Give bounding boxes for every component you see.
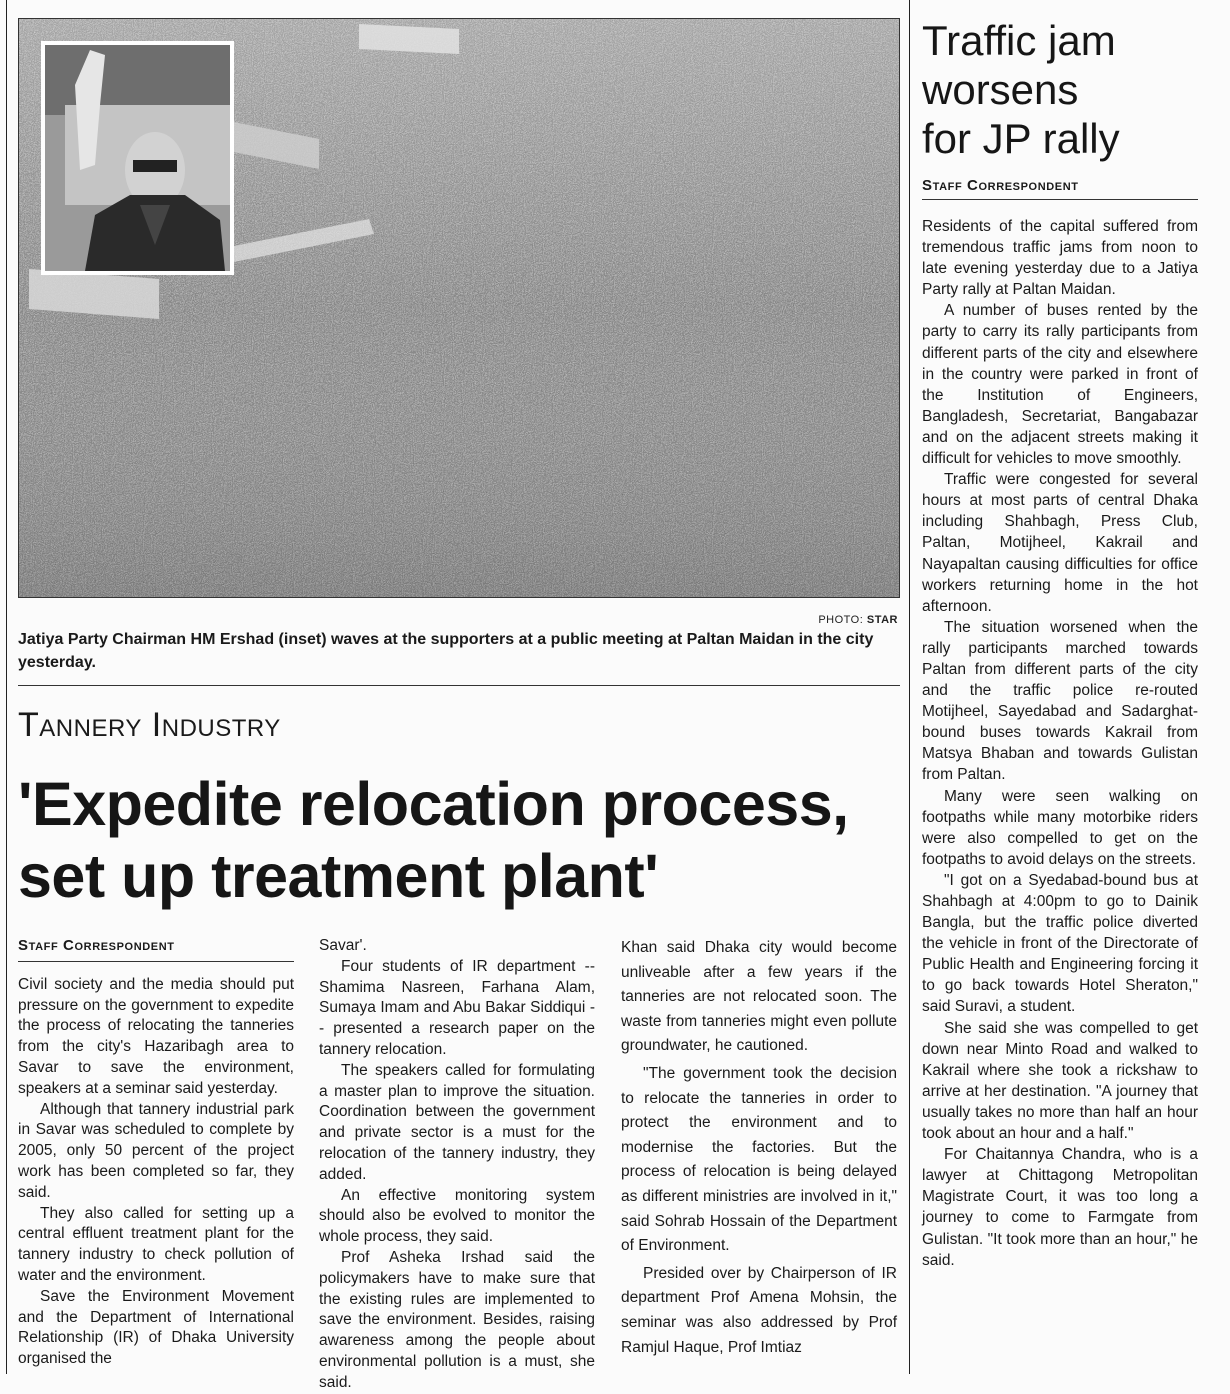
paragraph: Save the Environment Movement and the Department of International Relationship (IR) of Dhaka University organised the bbox=[18, 1287, 294, 1368]
main-story-column-3 bbox=[621, 936, 897, 1374]
main-headline-line1: 'Expedite relocation process, bbox=[18, 770, 849, 838]
paragraph: Savar'. bbox=[319, 937, 367, 954]
photo-credit bbox=[760, 614, 898, 626]
column-divider-rule bbox=[909, 0, 910, 1374]
story-kicker: Tannery Industry bbox=[18, 706, 281, 744]
paragraph: "I got on a Syedabad-bound bus at Shahbagh at 4:00pm to go to Dainik Bangla, but the traffic police diverted the vehicle in front of the Directorate of Public Health and Engineering forcing it to go back towards Hotel Sheraton," said Suravi, a student. bbox=[922, 871, 1198, 1016]
paragraph: "The government took the decision to relocate the tanneries in order to protect the environment and to modernise the factories. But the process of relocation is being delayed as different ministries are involved in it," said Sohrab Hossain of the Department of Environment. bbox=[621, 1064, 897, 1255]
main-story-column-2 bbox=[319, 936, 595, 1391]
paragraph: Civil society and the media should put pressure on the government to expedite the process of relocating the tanneries from the city's Hazaribagh area to Savar to save the environment, speakers at a seminar said yesterday. bbox=[18, 975, 294, 1097]
side-story-column bbox=[922, 216, 1198, 1374]
rally-crowd-photo bbox=[18, 18, 900, 598]
side-headline-line1: Traffic jam bbox=[922, 17, 1116, 64]
paragraph: They also called for setting up a central effluent treatment plant for the tannery industry to check pollution of water and the environment. bbox=[18, 1204, 294, 1284]
paragraph: Although that tannery industrial park in Savar was scheduled to complete by 2005, only 50 percent of the project work has been completed so far, they said. bbox=[18, 1100, 294, 1201]
photo-caption: Jatiya Party Chairman HM Ershad (inset) waves at the supporters at a public meeting at Paltan Maidan in the city yesterday. bbox=[18, 631, 874, 671]
paragraph: She said she was compelled to get down near Minto Road and walked to Kakrail where she took a rickshaw to arrive at her destination. "A journey that usually takes no more than half an hour took about an hour and a half." bbox=[922, 1019, 1198, 1143]
section-divider bbox=[18, 685, 900, 686]
main-headline-line2: set up treatment plant' bbox=[18, 842, 659, 910]
left-edge-rule bbox=[6, 0, 7, 1374]
main-story-column-1 bbox=[18, 936, 294, 1374]
main-story-byline: Staff Correspondent bbox=[18, 936, 294, 962]
paragraph: Prof Asheka Irshad said the policymakers have to make sure that the existing rules are implemented to save the environment. Besides, raising awareness among the people about environmental pollution is a must, she said. bbox=[319, 1248, 595, 1391]
side-story-byline: Staff Correspondent bbox=[922, 177, 1198, 200]
paragraph: Presided over by Chairperson of IR department Prof Amena Mohsin, the seminar was also addressed by Prof Ramjul Haque, Prof Imtiaz bbox=[621, 1264, 897, 1356]
paragraph: Residents of the capital suffered from tremendous traffic jams from noon to late evening yesterday due to a Jatiya Party rally at Paltan Maidan. bbox=[922, 218, 1198, 299]
paragraph: A number of buses rented by the party to carry its rally participants from different parts of the city and elsewhere in the country were parked in front of the Institution of Engineers, Bangladesh, Secretariat, Bangabazar and on the adjacent streets making it difficult for vehicles to move smoothly. bbox=[922, 302, 1198, 468]
inset-portrait-image bbox=[45, 45, 230, 271]
photo-credit-label: PHOTO: bbox=[818, 614, 864, 626]
paragraph: The speakers called for formulating a master plan to improve the situation. Coordination between the government and private sector is a must for the relocation of the tannery industry, they added. bbox=[319, 1061, 595, 1183]
paragraph: The situation worsened when the rally participants marched towards Paltan from different parts of the city and the traffic police re-routed Motijheel, Sayedabad and Sadarghat-bound buses towards Kakrail from Matsya Bhaban and towards Gulistan from Paltan. bbox=[922, 618, 1198, 784]
ershad-inset-photo bbox=[41, 41, 234, 275]
paragraph: Traffic were congested for several hours at most parts of central Dhaka including Shahbagh, Press Club, Paltan, Motijheel, Kakrail and Nayapaltan causing difficulties for office workers returning home in the hot afternoon. bbox=[922, 471, 1198, 615]
side-headline-line2: worsens bbox=[922, 66, 1079, 113]
photo-credit-source: STAR bbox=[866, 614, 898, 626]
stage-roof bbox=[359, 24, 459, 54]
side-headline bbox=[922, 16, 1212, 163]
side-headline-line3: for JP rally bbox=[922, 115, 1120, 162]
main-headline bbox=[18, 768, 908, 912]
paragraph: For Chaitannya Chandra, who is a lawyer at Chittagong Metropolitan Magistrate Court, it was too long a journey to come to Farmgate from Gulistan. "It took more than an hour," he said. bbox=[922, 1146, 1198, 1269]
paragraph: An effective monitoring system should also be evolved to monitor the whole process, they said. bbox=[319, 1186, 595, 1246]
paragraph: Khan said Dhaka city would become unliveable after a few years if the tanneries are not relocated soon. The waste from tanneries might even pollute groundwater, he cautioned. bbox=[621, 939, 897, 1055]
paragraph: Many were seen walking on footpaths while many motorbike riders were also compelled to get on the footpaths to avoid delays on the streets. bbox=[922, 787, 1198, 868]
paragraph: Four students of IR department -- Shamima Nasreen, Farhana Alam, Sumaya Imam and Abu Bakar Siddiqui -- presented a research paper on the tannery relocation. bbox=[319, 957, 595, 1058]
